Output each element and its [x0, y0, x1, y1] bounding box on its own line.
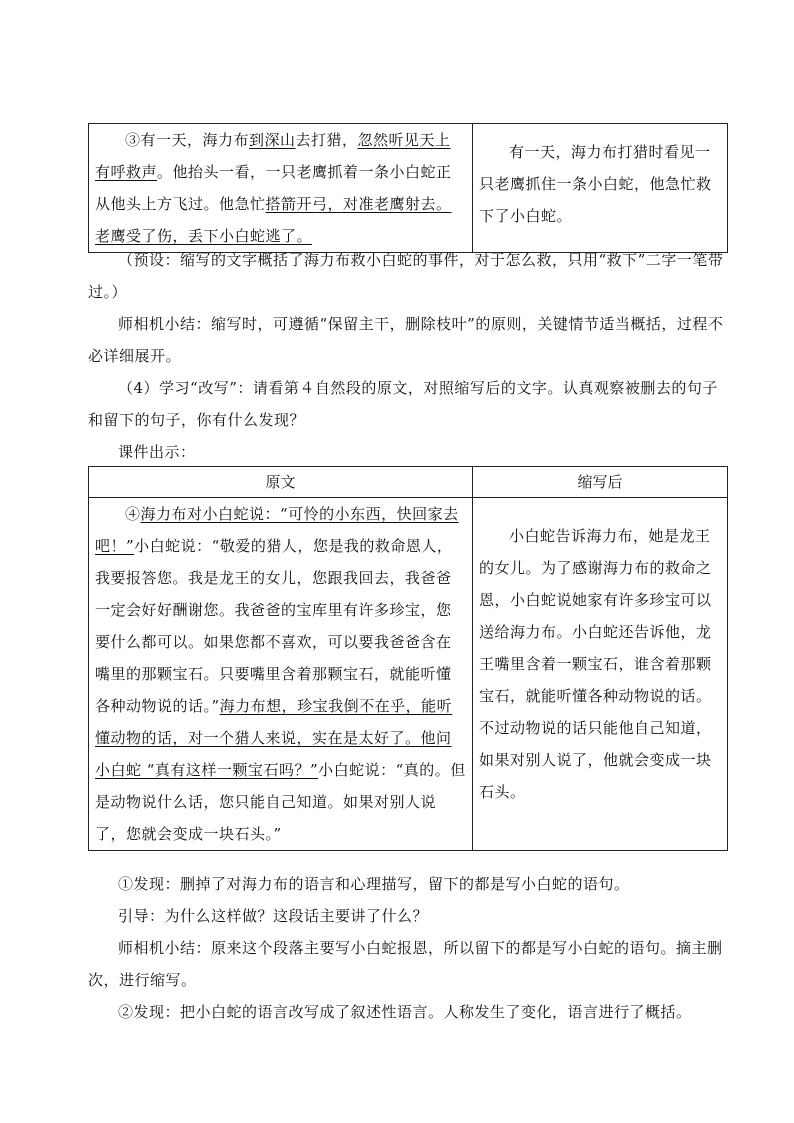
segment: 小白蛇说：“真的。但是动物说什么话，您只能自己知道。如果对别人说了，您就会变成一块石头。”: [95, 761, 466, 843]
header-original: 原文: [89, 467, 473, 498]
segment-underlined: 海力布对小白蛇说：“可怜的小东西，快回家去吧！”: [95, 505, 459, 555]
segment-underlined: 搭箭开弓，对准老鹰射去。老鹰受了伤，丢下小白蛇逃了。: [95, 195, 452, 245]
original-text-cell: [89, 124, 473, 253]
segment-underlined: 到深山: [249, 131, 296, 149]
summary-2: 师相机小结：原来这个段落主要写小白蛇报恩，所以留下的都是写小白蛇的语句。摘主删次，进行缩写。: [88, 939, 723, 989]
original-text-paragraph-4: [89, 498, 472, 850]
abridged-text-cell: [473, 498, 728, 851]
comparison-table-2: [88, 466, 728, 851]
guidance: 引导：为什么这样做？这段话主要讲了什么？: [118, 907, 429, 925]
segment: ③有一天，海力布: [125, 131, 250, 149]
segment: 小白蛇说：“敬爱的猎人，您是我的救命恩人，我要报答您。我是龙王的女儿，您跟我回去，我爸爸一定会好好酬谢您。我爸爸的宝库里有许多珍宝，您要什么都可以。如果您都不喜欢，可以要我爸爸含在嘴里的那颗宝石。只要嘴里含着那颗宝石，就能听懂各种动物说的话。”: [95, 537, 453, 715]
preset-note: （预设：缩写的文字概括了海力布救小白蛇的事件，对于怎么救，只用“救下”二字一笔带过。）: [88, 251, 724, 301]
abridged-text: 小白蛇告诉海力布，她是龙王的女儿。为了感谢海力布的救命之恩，小白蛇说她家有许多珍宝可以送给海力布。小白蛇还告诉他，龙王嘴里含着一颗宝石，谁含着那颗宝石，就能听懂各种动物说的话。不过动物说的话只能他自己知道，如果对别人说了，他就会变成一块石头。: [479, 527, 712, 801]
task-rewrite: （4）学习“改写”：请看第４自然段的原文，对照缩写后的文字。认真观察被删去的句子和留下的句子，你有什么发现？: [88, 379, 718, 429]
courseware-label: 课件出示：: [118, 443, 196, 461]
original-text-paragraph-3: [89, 124, 472, 252]
finding-1: ①发现：删掉了对海力布的语言和心理描写，留下的都是写小白蛇的语句。: [118, 875, 630, 893]
header-abridged: 缩写后: [473, 467, 728, 498]
finding-2: ②发现：把小白蛇的语言改写成了叙述性语言。人称发生了变化，语言进行了概括。: [118, 1003, 692, 1021]
comparison-table-1: [88, 123, 728, 253]
summary-note: 师相机小结：缩写时，可遵循“保留主干，删除枝叶”的原则，关键情节适当概括，过程不必详细展开。: [88, 315, 724, 365]
abridged-text: 有一天，海力布打猎时看见一只老鹰抓住一条小白蛇，他急忙救下了小白蛇。: [479, 143, 712, 225]
abridged-text-cell: [473, 124, 728, 253]
segment-underlined: 忽然听见天上有呼救声: [95, 131, 451, 181]
segment: 。他抬头一看，一只老鹰抓着一条小白蛇正从他头上方飞过。他急忙: [95, 163, 452, 213]
segment: ④: [125, 505, 141, 523]
segment: 去打猎，: [295, 131, 358, 149]
segment-underlined: 海力布想，珍宝我倒不在乎，能听懂动物的话，对一个猎人来说，实在是太好了。他问小白蛇 “真有这样一颗宝石吗？”: [95, 697, 453, 779]
original-text-cell: [89, 498, 473, 851]
